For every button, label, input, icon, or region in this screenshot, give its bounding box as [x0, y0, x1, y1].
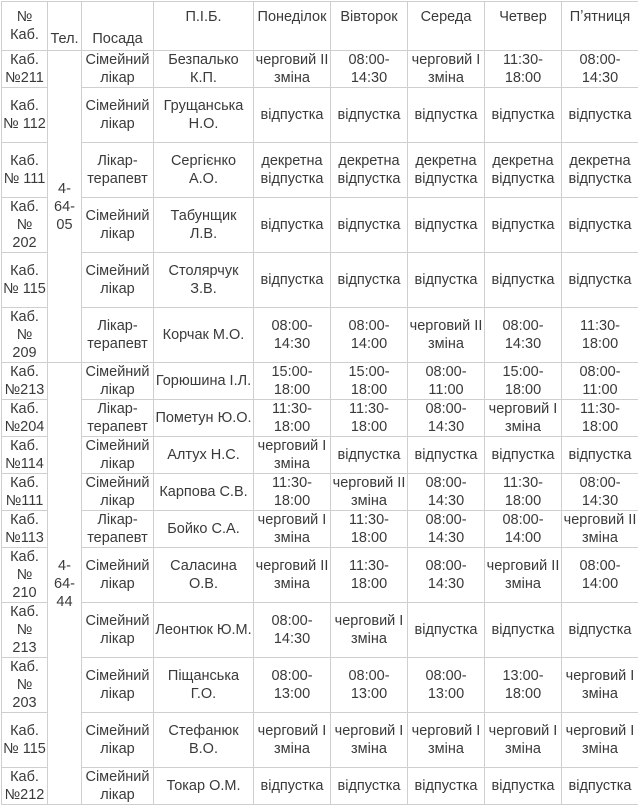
table-row — [2, 253, 638, 308]
header-monday: Понеділок — [254, 2, 331, 51]
table-row — [2, 143, 638, 198]
full-name-cell: Токар О.М. — [154, 768, 254, 805]
monday-cell: 08:00-14:30 — [254, 308, 331, 363]
position-cell: Сімейний лікар — [82, 603, 154, 658]
cabinet-cell: Каб. №213 — [2, 363, 48, 400]
position-cell: Сімейний лікар — [82, 363, 154, 400]
cabinet-cell: Каб. № 111 — [2, 143, 48, 198]
table-row — [2, 474, 638, 511]
cabinet-cell: Каб. № 209 — [2, 308, 48, 363]
cabinet-cell: Каб. №113 — [2, 511, 48, 548]
monday-cell: черговий ІІ зміна — [254, 548, 331, 603]
thursday-cell: 08:00-14:30 — [485, 308, 562, 363]
table-row — [2, 658, 638, 713]
wednesday-cell: черговий І зміна — [408, 713, 485, 768]
tuesday-cell: 15:00-18:00 — [331, 363, 408, 400]
thursday-cell: черговий ІІ зміна — [485, 548, 562, 603]
friday-cell: черговий ІІ зміна — [562, 511, 638, 548]
tuesday-cell: відпустка — [331, 437, 408, 474]
phone-cell: 4-64-05 — [48, 51, 82, 363]
position-cell: Сімейний лікар — [82, 51, 154, 88]
table-row — [2, 603, 638, 658]
friday-cell: 11:30-18:00 — [562, 308, 638, 363]
monday-cell: відпустка — [254, 88, 331, 143]
thursday-cell: відпустка — [485, 198, 562, 253]
tuesday-cell: 08:00-13:00 — [331, 658, 408, 713]
position-cell: Сімейний лікар — [82, 548, 154, 603]
tuesday-cell: черговий І зміна — [331, 713, 408, 768]
header-wednesday: Середа — [408, 2, 485, 51]
thursday-cell: 11:30-18:00 — [485, 51, 562, 88]
monday-cell: відпустка — [254, 253, 331, 308]
cabinet-cell: Каб. № 115 — [2, 713, 48, 768]
table-row — [2, 51, 638, 88]
full-name-cell: Саласина О.В. — [154, 548, 254, 603]
tuesday-cell: 11:30-18:00 — [331, 548, 408, 603]
table-row — [2, 713, 638, 768]
monday-cell: черговий І зміна — [254, 437, 331, 474]
position-cell: Сімейний лікар — [82, 88, 154, 143]
thursday-cell: відпустка — [485, 437, 562, 474]
phone-cell: 4-64-44 — [48, 363, 82, 805]
monday-cell: 11:30-18:00 — [254, 474, 331, 511]
cabinet-cell: Каб. № 203 — [2, 658, 48, 713]
wednesday-cell: 08:00-11:00 — [408, 363, 485, 400]
thursday-cell: відпустка — [485, 88, 562, 143]
monday-cell: декретна відпустка — [254, 143, 331, 198]
tuesday-cell: декретна відпустка — [331, 143, 408, 198]
friday-cell: відпустка — [562, 88, 638, 143]
full-name-cell: Табунщик Л.В. — [154, 198, 254, 253]
monday-cell: черговий ІІ зміна — [254, 51, 331, 88]
tuesday-cell: 11:30-18:00 — [331, 400, 408, 437]
position-cell: Лікар-терапевт — [82, 143, 154, 198]
table-row — [2, 768, 638, 805]
table-row — [2, 363, 638, 400]
table-row — [2, 88, 638, 143]
full-name-cell: Горюшина І.Л. — [154, 363, 254, 400]
wednesday-cell: декретна відпустка — [408, 143, 485, 198]
friday-cell: відпустка — [562, 198, 638, 253]
monday-cell: 11:30-18:00 — [254, 400, 331, 437]
cabinet-cell: Каб. № 115 — [2, 253, 48, 308]
position-cell: Лікар-терапевт — [82, 308, 154, 363]
friday-cell: 08:00-14:30 — [562, 51, 638, 88]
schedule-table — [1, 1, 638, 805]
thursday-cell: відпустка — [485, 253, 562, 308]
wednesday-cell: відпустка — [408, 768, 485, 805]
full-name-cell: Столярчук З.В. — [154, 253, 254, 308]
header-cabinet: № Каб. — [2, 2, 48, 51]
thursday-cell: черговий І зміна — [485, 400, 562, 437]
wednesday-cell: 08:00-14:30 — [408, 400, 485, 437]
tuesday-cell: 08:00-14:30 — [331, 51, 408, 88]
wednesday-cell: черговий І зміна — [408, 51, 485, 88]
tuesday-cell: відпустка — [331, 253, 408, 308]
full-name-cell: Грущанська Н.О. — [154, 88, 254, 143]
full-name-cell: Алтух Н.С. — [154, 437, 254, 474]
thursday-cell: 15:00-18:00 — [485, 363, 562, 400]
thursday-cell: відпустка — [485, 603, 562, 658]
cabinet-cell: Каб. № 202 — [2, 198, 48, 253]
thursday-cell: 11:30-18:00 — [485, 474, 562, 511]
tuesday-cell: 11:30-18:00 — [331, 511, 408, 548]
full-name-cell: Карпова С.В. — [154, 474, 254, 511]
table-row — [2, 400, 638, 437]
cabinet-cell: Каб. №114 — [2, 437, 48, 474]
thursday-cell: декретна відпустка — [485, 143, 562, 198]
wednesday-cell: відпустка — [408, 253, 485, 308]
friday-cell: 11:30-18:00 — [562, 400, 638, 437]
cabinet-cell: Каб. №212 — [2, 768, 48, 805]
cabinet-cell: Каб. №204 — [2, 400, 48, 437]
wednesday-cell: відпустка — [408, 437, 485, 474]
position-cell: Лікар-терапевт — [82, 400, 154, 437]
header-friday: Пʼятниця — [562, 2, 638, 51]
friday-cell: відпустка — [562, 768, 638, 805]
header-thursday: Четвер — [485, 2, 562, 51]
position-cell: Сімейний лікар — [82, 713, 154, 768]
monday-cell: черговий І зміна — [254, 511, 331, 548]
wednesday-cell: 08:00-14:30 — [408, 511, 485, 548]
thursday-cell: черговий І зміна — [485, 713, 562, 768]
friday-cell: відпустка — [562, 603, 638, 658]
header-full-name: П.І.Б. — [154, 2, 254, 51]
monday-cell: відпустка — [254, 768, 331, 805]
table-row — [2, 437, 638, 474]
friday-cell: черговий І зміна — [562, 713, 638, 768]
header-position: Посада — [82, 2, 154, 51]
tuesday-cell: черговий І зміна — [331, 603, 408, 658]
tuesday-cell: черговий ІІ зміна — [331, 474, 408, 511]
table-row — [2, 511, 638, 548]
friday-cell: відпустка — [562, 253, 638, 308]
monday-cell: 15:00-18:00 — [254, 363, 331, 400]
monday-cell: відпустка — [254, 198, 331, 253]
cabinet-cell: Каб. №111 — [2, 474, 48, 511]
position-cell: Сімейний лікар — [82, 198, 154, 253]
header-row — [2, 2, 638, 51]
wednesday-cell: 08:00-14:30 — [408, 548, 485, 603]
tuesday-cell: відпустка — [331, 198, 408, 253]
cabinet-cell: Каб. №211 — [2, 51, 48, 88]
full-name-cell: Безпалько К.П. — [154, 51, 254, 88]
schedule-body — [2, 51, 638, 805]
wednesday-cell: відпустка — [408, 198, 485, 253]
header-phone: Тел. — [48, 2, 82, 51]
wednesday-cell: 08:00-13:00 — [408, 658, 485, 713]
friday-cell: 08:00-11:00 — [562, 363, 638, 400]
full-name-cell: Сергієнко А.О. — [154, 143, 254, 198]
position-cell: Сімейний лікар — [82, 768, 154, 805]
position-cell: Сімейний лікар — [82, 253, 154, 308]
full-name-cell: Пометун Ю.О. — [154, 400, 254, 437]
table-row — [2, 198, 638, 253]
position-cell: Сімейний лікар — [82, 658, 154, 713]
monday-cell: 08:00-14:30 — [254, 603, 331, 658]
friday-cell: черговий І зміна — [562, 658, 638, 713]
cabinet-cell: Каб. № 112 — [2, 88, 48, 143]
friday-cell: 08:00-14:30 — [562, 474, 638, 511]
friday-cell: декретна відпустка — [562, 143, 638, 198]
wednesday-cell: черговий ІІ зміна — [408, 308, 485, 363]
tuesday-cell: відпустка — [331, 768, 408, 805]
full-name-cell: Корчак М.О. — [154, 308, 254, 363]
wednesday-cell: відпустка — [408, 603, 485, 658]
position-cell: Сімейний лікар — [82, 437, 154, 474]
friday-cell: 08:00-14:00 — [562, 548, 638, 603]
position-cell: Лікар-терапевт — [82, 511, 154, 548]
table-row — [2, 308, 638, 363]
full-name-cell: Стефанюк В.О. — [154, 713, 254, 768]
wednesday-cell: відпустка — [408, 88, 485, 143]
thursday-cell: відпустка — [485, 768, 562, 805]
cabinet-cell: Каб. № 210 — [2, 548, 48, 603]
thursday-cell: 13:00-18:00 — [485, 658, 562, 713]
full-name-cell: Піщанська Г.О. — [154, 658, 254, 713]
table-row — [2, 548, 638, 603]
thursday-cell: 08:00-14:00 — [485, 511, 562, 548]
full-name-cell: Леонтюк Ю.М. — [154, 603, 254, 658]
header-tuesday: Вівторок — [331, 2, 408, 51]
tuesday-cell: відпустка — [331, 88, 408, 143]
monday-cell: 08:00-13:00 — [254, 658, 331, 713]
monday-cell: черговий І зміна — [254, 713, 331, 768]
full-name-cell: Бойко С.А. — [154, 511, 254, 548]
cabinet-cell: Каб. № 213 — [2, 603, 48, 658]
wednesday-cell: 08:00-14:30 — [408, 474, 485, 511]
tuesday-cell: 08:00-14:00 — [331, 308, 408, 363]
friday-cell: відпустка — [562, 437, 638, 474]
position-cell: Сімейний лікар — [82, 474, 154, 511]
